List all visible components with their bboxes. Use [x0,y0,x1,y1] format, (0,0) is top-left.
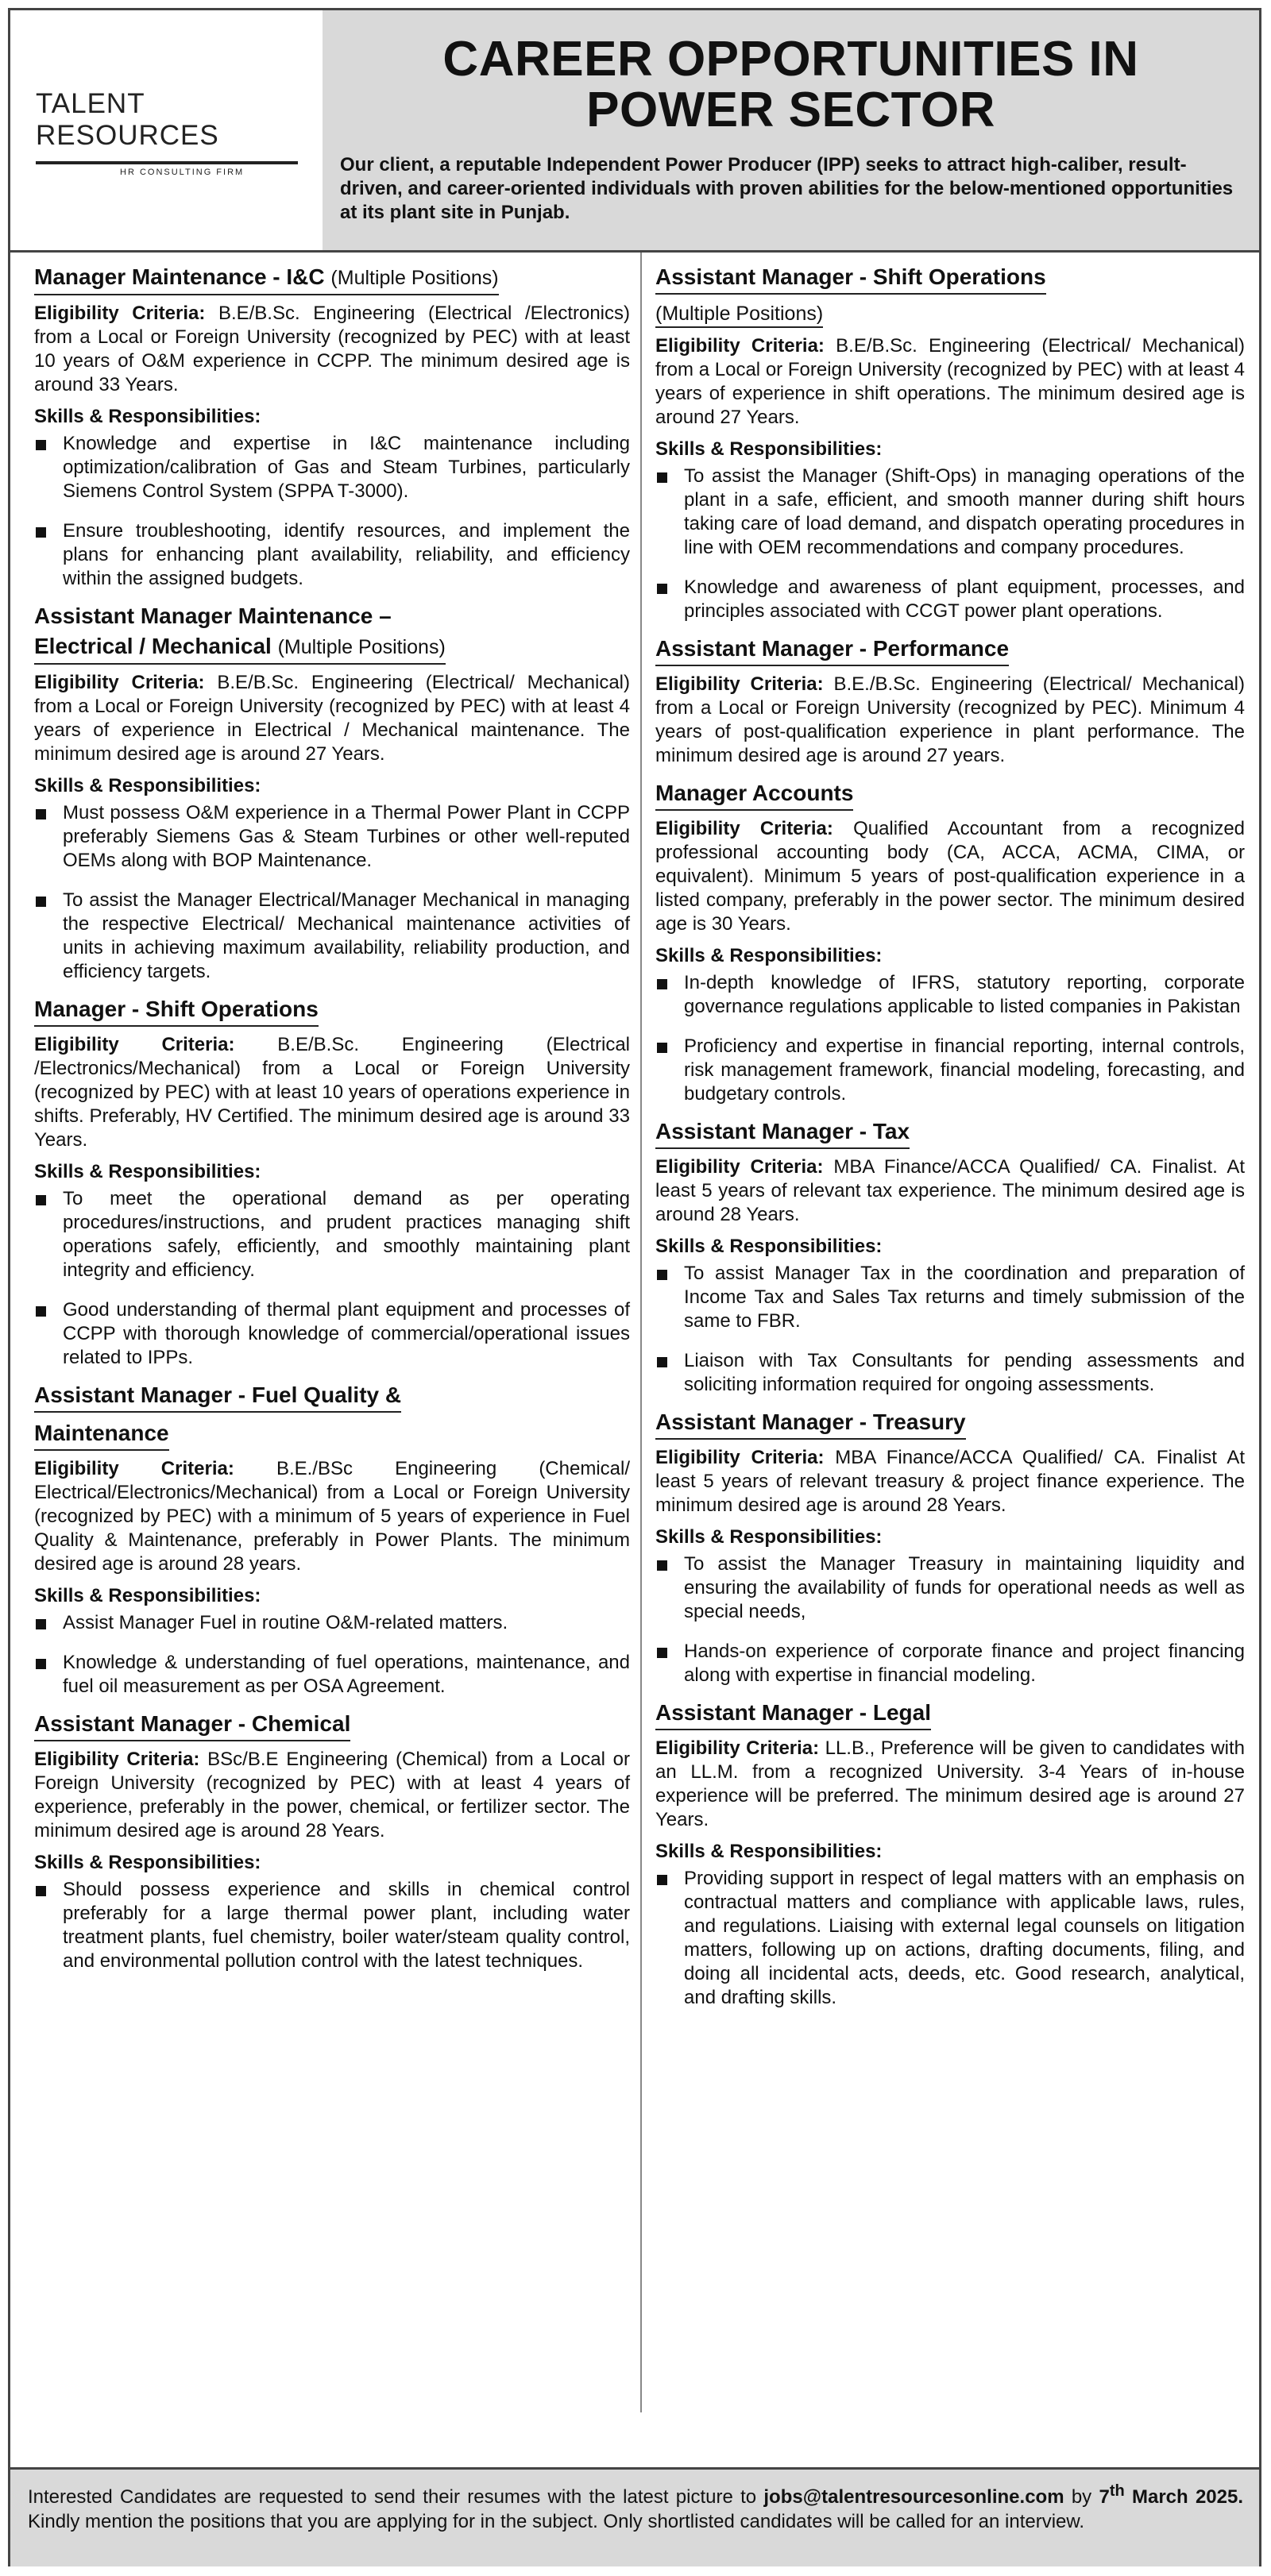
skills-list [655,1552,1245,1687]
logo-line1: TALENT [36,88,145,119]
list-item: To assist the Manager (Shift-Ops) in managing operations of the plant in a safe, efficient, and smooth manner during shift hours taking care of load demand, and dispatch operating procedures in line with OEM recommendations and company procedures. [655,465,1245,560]
job-assistant-manager-shift-operations [655,263,1245,623]
job-assistant-manager-maintenance [34,602,630,984]
list-item: Knowledge and expertise in I&C maintenance including optimization/calibration of Gas and Steam Turbines, particularly Siemens Control System (SPPA T-3000). [34,432,630,503]
list-item: To meet the operational demand as per operating procedures/instructions, and prudent practices managing shift operations safely, efficiently, and smoothly maintaining plant integrity and efficiency. [34,1187,630,1282]
skills-heading: Skills & Responsibilities: [34,775,261,796]
multiple-positions: (Multiple Positions) [330,267,499,289]
list-item: Proficiency and expertise in financial reporting, internal controls, risk management framework, financial modeling, forecasting, and budgetary controls. [655,1035,1245,1106]
eligibility-label: Eligibility Criteria: [34,303,206,324]
eligibility [34,1457,630,1576]
logo-rule [36,161,298,164]
job-assistant-manager-legal [655,1699,1245,2010]
job-title: Assistant Manager - Fuel Quality & [34,1381,401,1413]
application-instructions [28,2479,1243,2534]
list-item: To assist Manager Tax in the coordination and preparation of Income Tax and Sales Tax returns and timely submission of the same to FBR. [655,1262,1245,1333]
eligibility-text: LL.B., Preference will be given to candidates with an LL.M. from a recognized University. 3-4 Years of in-house experience will be preferred. The minimum desired age is around 27 Years. [655,1737,1245,1830]
list-item: In-depth knowledge of IFRS, statutory reporting, corporate governance regulations applicable to listed companies in Pakistan [655,971,1245,1019]
eligibility [655,334,1245,430]
job-title: Assistant Manager Maintenance – [34,604,392,628]
eligibility-text: MBA Finance/ACCA Qualified/ CA. Finalist. At least 5 years of relevant tax experience. The minimum desired age is around 28 Years. [655,1156,1245,1225]
skills-heading: Skills & Responsibilities: [34,1585,261,1606]
eligibility-text: B.E./B.Sc. Engineering (Electrical/ Mechanical) from a Local or Foreign University (recognized by PEC). Minimum 4 years of post-qualification experience in plant performance. The minimum desired age is around 27 years. [655,673,1246,766]
eligibility [655,1155,1245,1227]
skills-heading: Skills & Responsibilities: [655,1841,883,1862]
list-item: Liaison with Tax Consultants for pending assessments and soliciting information required for ongoing assessments. [655,1349,1245,1397]
eligibility-text: B.E/B.Sc. Engineering (Electrical /Electronics) from a Local or Foreign University (recognized by PEC) with at least 10 years of O&M experience in CCPP. The minimum desired age is around 33 Years. [34,303,630,395]
job-assistant-manager-treasury [655,1408,1245,1687]
list-item: Must possess O&M experience in a Thermal Power Plant in CCPP preferably Siemens Gas & Steam Turbines or other well-reputed OEMs along with BOP Maintenance. [34,801,630,873]
eligibility-text: Qualified Accountant from a recognized professional accounting body (CA, ACCA, ACMA, CIMA, or equivalent). Minimum 5 years of post-qualification experience in a listed company, preferably in the power sector. The minimum desired age is 30 Years. [655,818,1246,935]
skills-list [34,1878,630,1973]
list-item: Providing support in respect of legal matters with an emphasis on contractual matters and compliance with applicable laws, rules, and regulations. Liaising with external legal counsels on litigation matters, following up on actions, drafting documents, filing, and doing all incidental acts, deeds, etc. Good research, analytical, and drafting skills. [655,1867,1245,2010]
logo [10,10,323,250]
logo-line2: RESOURCES [36,120,219,151]
job-title: Assistant Manager - Treasury [655,1408,966,1440]
eligibility-text: BSc/B.E Engineering (Chemical) from a Local or Foreign University (recognized by PEC) with at least 4 years of experience, preferably in the power, chemical, or fertilizer sector. The minimum desired age is around 28 Years. [34,1749,630,1841]
intro-text: Our client, a reputable Independent Power Producer (IPP) seeks to attract high-caliber, result-driven, and career-oriented individuals with proven abilities for the below-mentioned opportunities at its plant site in Punjab. [340,154,1234,223]
eligibility [655,817,1245,936]
eligibility-label: Eligibility Criteria: [34,1034,235,1055]
eligibility-label: Eligibility Criteria: [34,1749,200,1770]
title-line-2: POWER SECTOR [586,83,995,137]
job-title: Assistant Manager - Chemical [34,1710,350,1741]
eligibility-label: Eligibility Criteria: [655,818,833,839]
eligibility-text: MBA Finance/ACCA Qualified/ CA. Finalist At least 5 years of relevant treasury & project finance experience. The minimum desired age is around 28 Years. [655,1447,1245,1516]
eligibility-label: Eligibility Criteria: [655,1447,825,1468]
eligibility-label: Eligibility Criteria: [655,673,824,695]
job-title-line-2: Maintenance [34,1419,169,1451]
footer-text-2: by [1064,2486,1099,2508]
list-item: Assist Manager Fuel in routine O&M-related matters. [34,1611,630,1635]
deadline [1099,2482,1243,2508]
list-item: Knowledge & understanding of fuel operations, maintenance, and fuel oil measurement as per OSA Agreement. [34,1651,630,1699]
eligibility-label: Eligibility Criteria: [34,1458,234,1479]
eligibility-text: B.E/B.Sc. Engineering (Electrical/ Mechanical) from a Local or Foreign University (recognized by PEC) with at least 4 years of experience in shift operations. The minimum desired age is around 27 Years. [655,335,1245,428]
header [10,10,1259,253]
skills-list [34,1611,630,1699]
deadline-suffix: th [1109,2482,1125,2500]
skills-list [34,432,630,591]
email-link[interactable]: jobs@talentresourcesonline.com [763,2486,1064,2508]
right-column [655,263,1245,2026]
list-item: Hands-on experience of corporate finance and project financing along with expertise in financial modeling. [655,1640,1245,1687]
eligibility-label: Eligibility Criteria: [655,335,825,357]
skills-list [655,1867,1245,2010]
page-title [323,34,1259,136]
skills-list [34,1187,630,1370]
header-banner [323,10,1259,250]
job-assistant-manager-tax [655,1117,1245,1397]
job-assistant-manager-fuel [34,1381,630,1699]
multiple-positions: (Multiple Positions) [655,301,823,328]
job-advertisement [8,8,1261,2566]
job-title: Assistant Manager - Tax [655,1117,910,1149]
eligibility [34,302,630,397]
eligibility-label: Eligibility Criteria: [655,1156,824,1178]
eligibility-text: B.E/B.Sc. Engineering (Electrical/ Mechanical) from a Local or Foreign University (recognized by PEC) with at least 4 years of experience in Electrical / Mechanical maintenance. The minimum desired age is around 27 Years. [34,672,630,765]
list-item: Knowledge and awareness of plant equipment, processes, and principles associated with CCGT power plant operations. [655,576,1245,623]
skills-heading: Skills & Responsibilities: [655,438,883,460]
deadline-day: 7 [1099,2486,1110,2508]
job-manager-shift-operations [34,995,630,1370]
list-item: To assist the Manager Treasury in maintaining liquidity and ensuring the availability of funds for operational needs as well as special needs, [655,1552,1245,1624]
list-item: Ensure troubleshooting, identify resources, and implement the plans for enhancing plant availability, reliability, and efficiency within the assigned budgets. [34,519,630,591]
skills-list [655,971,1245,1106]
list-item: Good understanding of thermal plant equipment and processes of CCPP with thorough knowledge of commercial/operational issues related to IPPs. [34,1298,630,1370]
skills-list [655,465,1245,623]
eligibility [655,1737,1245,1832]
eligibility-label: Eligibility Criteria: [34,672,205,693]
eligibility-text: B.E./BSc Engineering (Chemical/ Electrical/Electronics/Mechanical) from a Local or Foreign University (recognized by PEC) with a minimum of 5 years of experience in Fuel Quality & Maintenance, preferably in Power Plants. The minimum desired age is around 28 years. [34,1458,631,1575]
eligibility [655,673,1245,768]
job-title: Manager - Shift Operations [34,995,319,1027]
eligibility [655,1446,1245,1517]
job-title [34,263,499,295]
left-column [34,263,630,1989]
job-manager-accounts [655,779,1245,1106]
skills-heading: Skills & Responsibilities: [655,1526,883,1548]
job-title: Assistant Manager - Performance [655,634,1009,666]
skills-heading: Skills & Responsibilities: [655,1236,883,1257]
list-item: Should possess experience and skills in chemical control preferably for a large thermal power plant, including water treatment plants, fuel chemistry, boiler water/steam quality control, and environmental pollution control with the latest techniques. [34,1878,630,1973]
job-assistant-manager-chemical [34,1710,630,1973]
logo-tagline: HR CONSULTING FIRM [120,168,245,177]
eligibility [34,1033,630,1152]
eligibility [34,1748,630,1843]
skills-list [34,801,630,984]
job-assistant-manager-performance [655,634,1245,768]
footer-text-3: Kindly mention the positions that you are applying for in the subject. Only shortlisted candidates will be called for an interview. [28,2511,1085,2532]
eligibility-text: B.E/B.Sc. Engineering (Electrical /Electronics/Mechanical) from a Local or Foreign University (recognized by PEC) with at least 10 years of operations experience in shifts. Preferably, HV Certified. The minimum desired age is around 33 Years. [34,1034,631,1151]
column-divider [640,253,642,2412]
list-item: To assist the Manager Electrical/Manager Mechanical in managing the respective Electrical/ Mechanical maintenance activities of units in achieving maximum availability, reliability production, and efficiency targets. [34,889,630,984]
skills-heading: Skills & Responsibilities: [655,945,883,966]
multiple-positions: (Multiple Positions) [277,636,446,658]
job-title-line-2 [34,632,446,665]
job-title-text: Manager Maintenance - I&C [34,264,325,289]
skills-list [655,1262,1245,1397]
eligibility-label: Eligibility Criteria: [655,1737,820,1759]
deadline-rest: March 2025. [1124,2486,1243,2508]
skills-heading: Skills & Responsibilities: [34,1852,261,1873]
job-title-text: Electrical / Mechanical [34,634,272,658]
eligibility [34,671,630,766]
skills-heading: Skills & Responsibilities: [34,1161,261,1182]
footer [10,2467,1259,2566]
job-title: Manager Accounts [655,779,853,811]
job-title: Assistant Manager - Legal [655,1699,931,1730]
footer-text-1: Interested Candidates are requested to send their resumes with the latest picture to [28,2486,764,2508]
skills-heading: Skills & Responsibilities: [34,406,261,427]
title-line-1: CAREER OPPORTUNITIES IN [442,32,1139,87]
job-manager-maintenance-ic [34,263,630,591]
job-title: Assistant Manager - Shift Operations [655,263,1046,295]
